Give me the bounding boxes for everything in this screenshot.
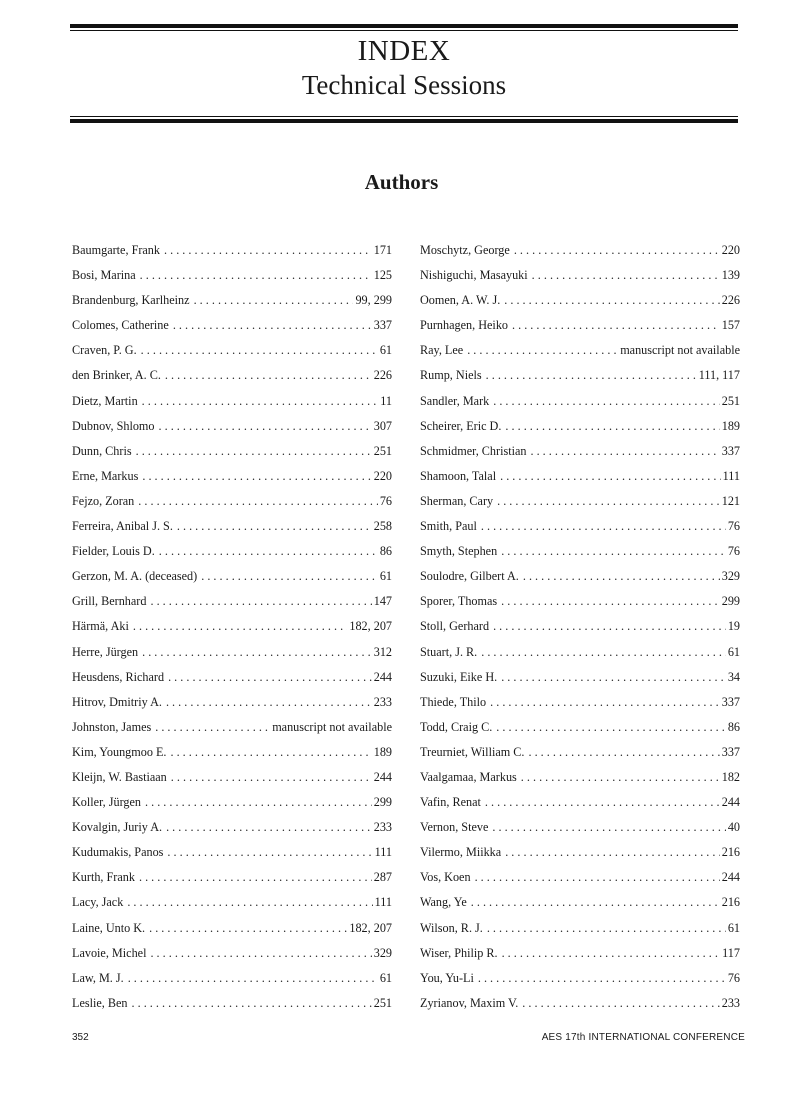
dot-leader [496, 717, 726, 733]
page-reference: 111, 117 [698, 368, 740, 383]
index-entry [72, 968, 392, 993]
index-entry [72, 742, 392, 767]
page-reference: manuscript not available [272, 719, 392, 734]
index-entry [420, 365, 740, 390]
section-heading: Authors [364, 170, 439, 194]
title-block [70, 34, 738, 102]
dot-leader [142, 642, 372, 658]
author-name: Smith, Paul [420, 519, 477, 534]
index-entry [420, 993, 740, 1018]
page-reference: 111 [374, 845, 392, 860]
index-entry [420, 968, 740, 993]
index-entry [72, 591, 392, 616]
index-entry [420, 516, 740, 541]
author-name: Nishiguchi, Masayuki [420, 268, 528, 283]
dot-leader [523, 566, 720, 582]
index-entry [420, 667, 740, 692]
page-reference: 34 [727, 669, 740, 684]
index-entry [72, 616, 392, 641]
dot-leader [159, 541, 378, 557]
dot-leader [201, 566, 378, 582]
page-reference: 117 [722, 945, 740, 960]
author-name: Schmidmer, Christian [420, 443, 527, 458]
index-entry [72, 365, 392, 390]
page-reference: 251 [373, 995, 392, 1010]
index-entry [72, 667, 392, 692]
dot-leader [475, 867, 720, 883]
index-entry [420, 842, 740, 867]
index-entry [72, 265, 392, 290]
index-entry [72, 642, 392, 667]
author-name: Rump, Niels [420, 368, 482, 383]
index-entry [420, 892, 740, 917]
dot-leader [500, 466, 721, 482]
author-name: Vernon, Steve [420, 820, 489, 835]
index-entry [420, 265, 740, 290]
index-entry [72, 466, 392, 491]
page-reference: 299 [373, 795, 392, 810]
page-reference: 61 [727, 920, 740, 935]
page-reference: 61 [379, 569, 392, 584]
page-reference: 244 [721, 795, 740, 810]
dot-leader [471, 892, 720, 908]
dot-leader [139, 867, 372, 883]
page-reference: 76 [379, 493, 392, 508]
author-name: Treurniet, William C. [420, 744, 525, 759]
index-entry [420, 240, 740, 265]
author-name: Todd, Craig C. [420, 719, 493, 734]
page-reference: 251 [721, 393, 740, 408]
dot-leader [485, 792, 720, 808]
author-name: Law, M. J. [72, 970, 124, 985]
author-name: Stoll, Gerhard [420, 619, 490, 634]
author-name: Sandler, Mark [420, 393, 490, 408]
dot-leader [128, 968, 378, 984]
page-reference: 19 [727, 619, 740, 634]
index-entry [420, 541, 740, 566]
page-reference: 61 [727, 644, 740, 659]
page-reference: 61 [379, 343, 392, 358]
dot-leader [166, 817, 372, 833]
index-entry [72, 491, 392, 516]
author-column-left [72, 240, 392, 1018]
author-name: Moschytz, George [420, 243, 510, 257]
index-entry [72, 240, 392, 265]
page-title: INDEX [357, 35, 451, 67]
index-entry [420, 943, 740, 968]
index-entry [420, 491, 740, 516]
page-reference: 157 [721, 318, 740, 333]
dot-leader [467, 340, 618, 356]
dot-leader [133, 616, 347, 632]
author-name: Stuart, J. R. [420, 644, 478, 659]
dot-leader [521, 767, 720, 783]
index-entry [420, 867, 740, 892]
dot-leader [127, 892, 372, 908]
page-reference: 329 [721, 569, 740, 584]
dot-leader [514, 240, 720, 256]
dot-leader [486, 365, 697, 381]
dot-leader [142, 391, 379, 407]
dot-leader [164, 240, 372, 256]
author-name: Bosi, Marina [72, 268, 136, 283]
author-name: Koller, Jürgen [72, 795, 142, 810]
author-name: Vos, Koen [420, 870, 471, 885]
author-name: Suzuki, Eike H. [420, 669, 498, 684]
page-reference: 216 [721, 845, 740, 860]
index-entry [72, 918, 392, 943]
dot-leader [490, 692, 720, 708]
index-entry [420, 591, 740, 616]
dot-leader [165, 365, 372, 381]
index-entry [420, 391, 740, 416]
author-name: Wang, Ye [420, 895, 467, 910]
index-entry [72, 441, 392, 466]
dot-leader [150, 943, 371, 959]
author-name: Fejzo, Zoran [72, 493, 135, 508]
index-entry [72, 892, 392, 917]
author-name: Wiser, Philip R. [420, 945, 498, 960]
author-name: Leslie, Ben [72, 995, 128, 1010]
dot-leader [487, 918, 726, 934]
author-name: Smyth, Stephen [420, 544, 498, 559]
index-entry [420, 692, 740, 717]
index-entry [72, 541, 392, 566]
author-name: Härmä, Aki [72, 619, 129, 634]
conference-name: AES 17th INTERNATIONAL CONFERENCE [541, 1032, 745, 1043]
page-reference: 226 [721, 293, 740, 308]
index-entry [420, 566, 740, 591]
dot-leader [140, 265, 372, 281]
page-reference: 111 [722, 468, 740, 483]
author-name: Herre, Jürgen [72, 644, 139, 659]
dot-leader [505, 416, 719, 432]
dot-leader [177, 516, 372, 532]
author-name: Ray, Lee [420, 343, 464, 358]
author-name: Dietz, Martin [72, 393, 138, 408]
page-reference: 251 [373, 443, 392, 458]
page-reference: 111 [374, 895, 392, 910]
dot-leader [493, 616, 726, 632]
page-reference: 287 [373, 870, 392, 885]
author-name: Thiede, Thilo [420, 694, 487, 709]
author-name: Kim, Youngmoo E. [72, 744, 167, 759]
dot-leader [171, 767, 372, 783]
dot-leader [512, 315, 720, 331]
page-reference: 86 [727, 719, 740, 734]
author-name: Oomen, A. W. J. [420, 293, 501, 308]
page-reference: 220 [721, 243, 740, 257]
author-name: You, Yu-Li [420, 970, 474, 985]
dot-leader [493, 391, 719, 407]
index-entry [420, 792, 740, 817]
page-reference: 220 [373, 468, 392, 483]
index-entry [420, 616, 740, 641]
dot-leader [501, 591, 720, 607]
dot-leader [528, 742, 719, 758]
dot-leader [141, 340, 378, 356]
index-entry [420, 416, 740, 441]
page-reference: 337 [721, 744, 740, 759]
page-reference: 76 [727, 519, 740, 534]
page-reference: 258 [373, 519, 392, 534]
author-name: Kovalgin, Juriy A. [72, 820, 163, 835]
author-name: Purnhagen, Heiko [420, 318, 509, 333]
page-reference: 11 [380, 393, 392, 408]
dot-leader [173, 315, 372, 331]
page-subtitle: Technical Sessions [301, 70, 507, 100]
index-entry [72, 340, 392, 365]
dot-leader [136, 441, 372, 457]
dot-leader [167, 842, 372, 858]
page-reference: 233 [721, 995, 740, 1010]
index-entry [420, 290, 740, 315]
dot-leader [170, 742, 371, 758]
author-name: Laine, Unto K. [72, 920, 146, 935]
author-name: Brandenburg, Karlheinz [72, 293, 190, 308]
page-reference: 189 [373, 744, 392, 759]
dot-leader [522, 993, 719, 1009]
author-name: Ferreira, Anibal J. S. [72, 519, 173, 534]
dot-leader [478, 968, 726, 984]
author-name: Vaalgamaa, Markus [420, 769, 517, 784]
dot-leader [530, 441, 719, 457]
page-reference: 233 [373, 694, 392, 709]
top-rule-thin [70, 30, 738, 31]
dot-leader [502, 943, 721, 959]
index-entry [72, 692, 392, 717]
index-entry [72, 943, 392, 968]
dot-leader [132, 993, 372, 1009]
dot-leader [168, 667, 372, 683]
index-entry [72, 516, 392, 541]
author-name: Baumgarte, Frank [72, 243, 160, 257]
author-name: Dubnov, Shlomo [72, 418, 155, 433]
dot-leader [504, 290, 719, 306]
page-reference: 76 [727, 970, 740, 985]
dot-leader [166, 692, 372, 708]
index-entry [72, 315, 392, 340]
author-name: Johnston, James [72, 719, 152, 734]
index-entry [72, 993, 392, 1018]
page-reference: 61 [379, 970, 392, 985]
author-name: Vafin, Renat [420, 795, 481, 810]
page-reference: 99, 299 [355, 293, 392, 308]
title-rule-thin [70, 116, 738, 117]
page-reference: 147 [373, 594, 392, 609]
author-name: den Brinker, A. C. [72, 368, 161, 383]
page-reference: manuscript not available [620, 343, 740, 358]
dot-leader [505, 842, 720, 858]
page-reference: 312 [373, 644, 392, 659]
index-entry [72, 416, 392, 441]
index-entry [420, 441, 740, 466]
dot-leader [150, 591, 371, 607]
index-entry [72, 817, 392, 842]
page-reference: 171 [373, 243, 392, 257]
title-rule-thick [70, 119, 738, 123]
index-entry [420, 717, 740, 742]
author-name: Craven, P. G. [72, 343, 137, 358]
author-name: Soulodre, Gilbert A. [420, 569, 519, 584]
author-name: Heusdens, Richard [72, 669, 165, 684]
dot-leader [532, 265, 720, 281]
page-reference: 216 [721, 895, 740, 910]
page-reference: 226 [373, 368, 392, 383]
author-name: Lacy, Jack [72, 895, 124, 910]
index-entry [420, 315, 740, 340]
author-name: Hitrov, Dmitriy A. [72, 694, 162, 709]
index-entry [72, 767, 392, 792]
page-reference: 329 [373, 945, 392, 960]
author-name: Shamoon, Talal [420, 468, 497, 483]
dot-leader [501, 541, 726, 557]
dot-leader [159, 416, 372, 432]
page-reference: 244 [721, 870, 740, 885]
author-name: Gerzon, M. A. (deceased) [72, 569, 198, 584]
index-entry [72, 290, 392, 315]
dot-leader [155, 717, 270, 733]
author-name: Kurth, Frank [72, 870, 135, 885]
page-reference: 182, 207 [349, 920, 392, 935]
author-name: Sherman, Cary [420, 493, 494, 508]
page-reference: 337 [721, 694, 740, 709]
page-reference: 40 [727, 820, 740, 835]
page-reference: 182 [721, 769, 740, 784]
author-name: Sporer, Thomas [420, 594, 498, 609]
page-reference: 337 [373, 318, 392, 333]
page-reference: 139 [721, 268, 740, 283]
index-entry [72, 391, 392, 416]
author-name: Zyrianov, Maxim V. [420, 995, 519, 1010]
dot-leader [138, 491, 378, 507]
author-name: Vilermo, Miikka [420, 845, 502, 860]
page-reference: 189 [721, 418, 740, 433]
author-column-right [420, 240, 740, 1018]
index-entry [72, 867, 392, 892]
index-entry [72, 717, 392, 742]
index-entry [72, 792, 392, 817]
page-reference: 121 [721, 493, 740, 508]
page-reference: 182, 207 [349, 619, 392, 634]
author-name: Wilson, R. J. [420, 920, 483, 935]
dot-leader [492, 817, 725, 833]
index-entry [420, 642, 740, 667]
index-entry [420, 340, 740, 365]
dot-leader [481, 516, 726, 532]
page-reference: 244 [373, 669, 392, 684]
index-entry [420, 742, 740, 767]
author-name: Lavoie, Michel [72, 945, 147, 960]
author-name: Fielder, Louis D. [72, 544, 155, 559]
page-reference: 86 [379, 544, 392, 559]
index-entry [420, 466, 740, 491]
author-name: Kleijn, W. Bastiaan [72, 769, 167, 784]
dot-leader [145, 792, 372, 808]
top-rule-thick [70, 24, 738, 28]
page-reference: 76 [727, 544, 740, 559]
author-name: Scheirer, Eric D. [420, 418, 502, 433]
page-reference: 337 [721, 443, 740, 458]
index-entry [420, 817, 740, 842]
index-entry [72, 842, 392, 867]
dot-leader [194, 290, 354, 306]
author-name: Kudumakis, Panos [72, 845, 164, 860]
author-name: Dunn, Chris [72, 443, 132, 458]
index-entry [420, 767, 740, 792]
dot-leader [481, 642, 726, 658]
dot-leader [497, 491, 720, 507]
index-entry [420, 918, 740, 943]
index-entry [72, 566, 392, 591]
page-number: 352 [72, 1032, 89, 1043]
page-reference: 244 [373, 769, 392, 784]
page-reference: 307 [373, 418, 392, 433]
dot-leader [142, 466, 371, 482]
page-reference: 233 [373, 820, 392, 835]
author-name: Erne, Markus [72, 468, 139, 483]
dot-leader [149, 918, 347, 934]
page-reference: 299 [721, 594, 740, 609]
dot-leader [501, 667, 726, 683]
page-reference: 125 [373, 268, 392, 283]
author-name: Colomes, Catherine [72, 318, 169, 333]
author-name: Grill, Bernhard [72, 594, 147, 609]
